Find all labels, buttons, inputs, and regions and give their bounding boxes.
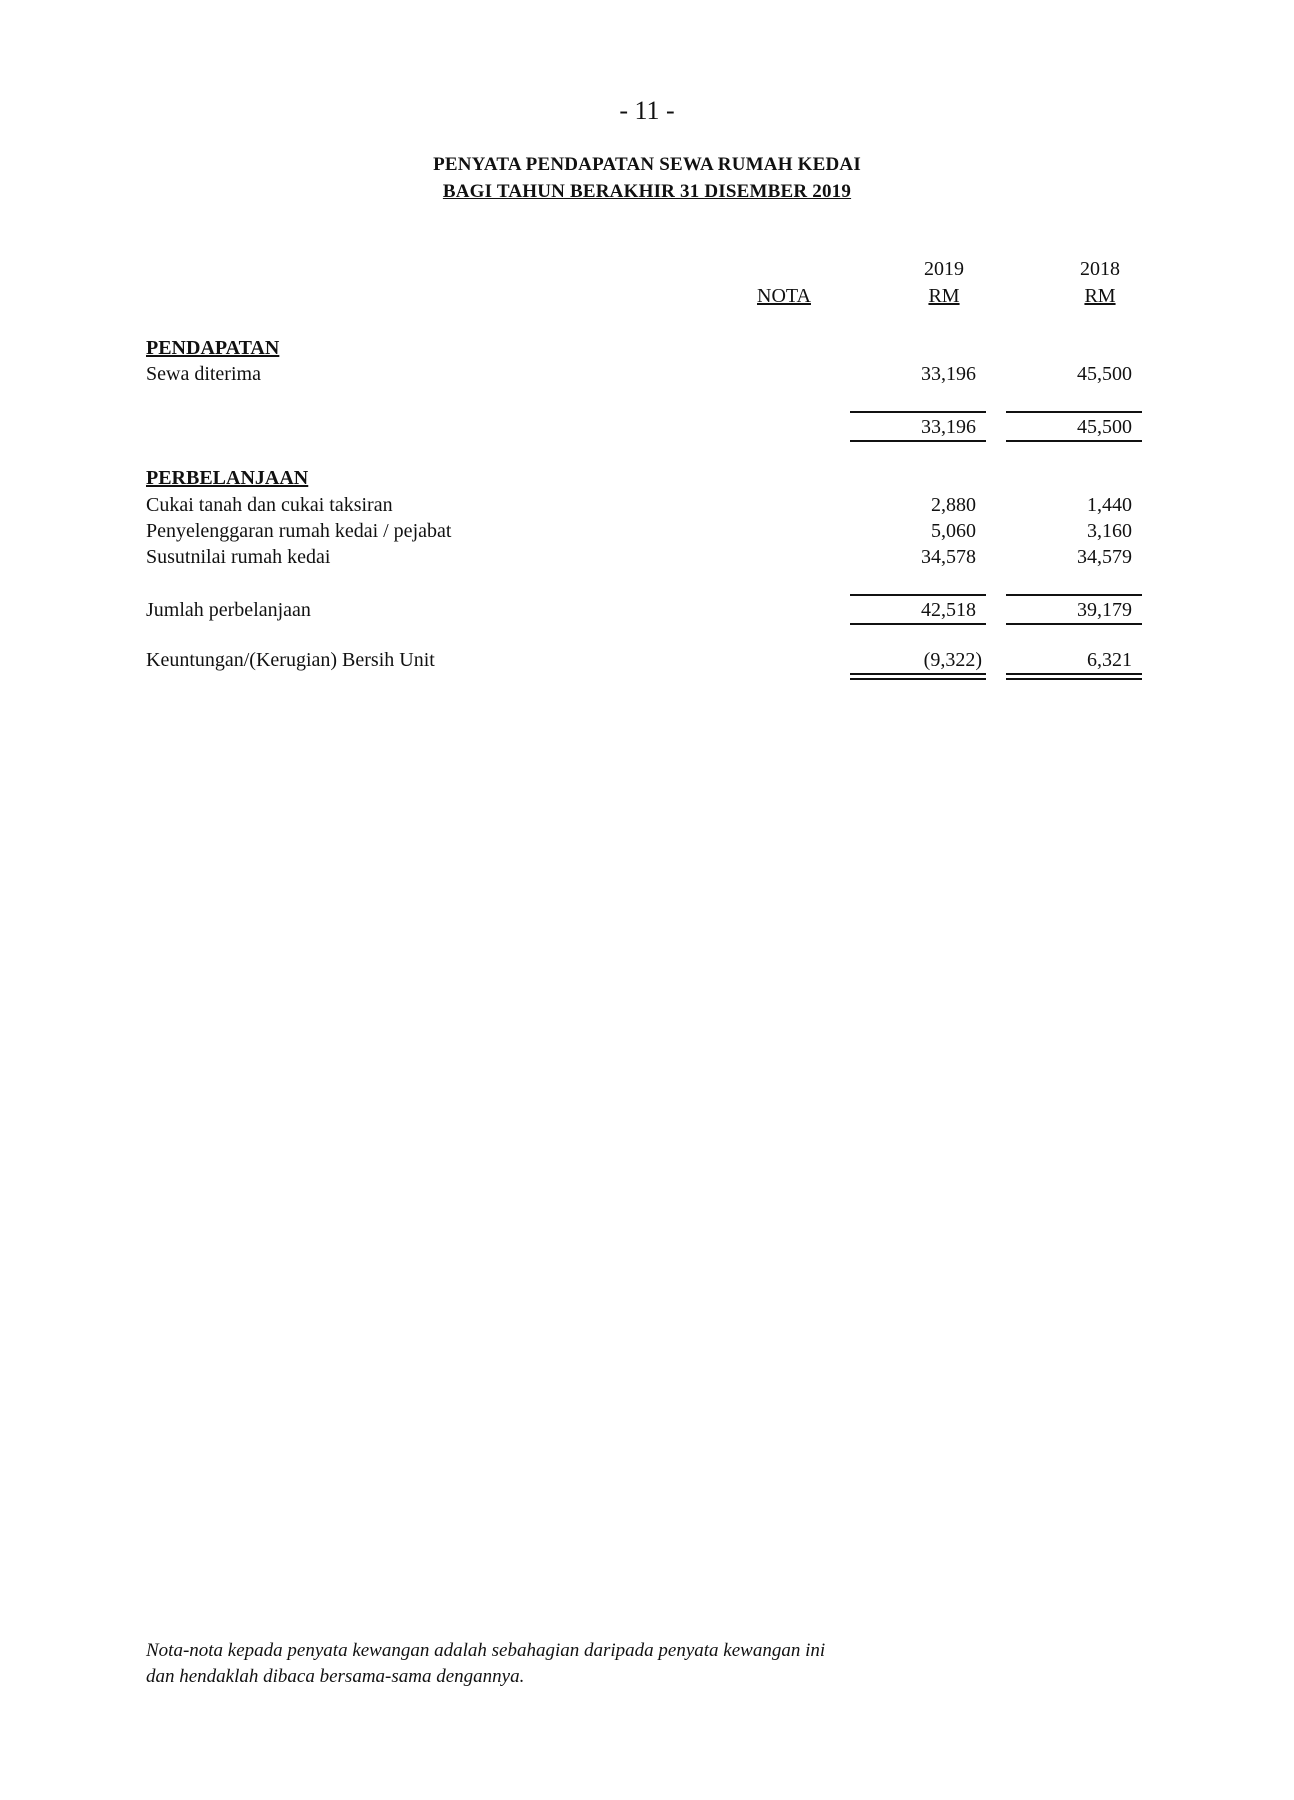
net-double-rule-2019 (850, 673, 986, 680)
net-result-2018: 6,321 (1087, 649, 1132, 671)
income-heading: PENDAPATAN (146, 337, 280, 359)
footer-note-line2: dan hendaklah dibaca bersama-sama dengannya. (146, 1666, 525, 1687)
expenses-subtotal-rule-2018 (1006, 594, 1142, 596)
income-total-2019: 33,196 (921, 416, 976, 438)
expense-row-2018: 34,579 (1077, 546, 1132, 568)
income-row-2019: 33,196 (921, 363, 976, 385)
expense-row-label: Penyelenggaran rumah kedai / pejabat (146, 520, 452, 542)
expense-row-label: Susutnilai rumah kedai (146, 546, 331, 568)
expense-row-2018: 3,160 (1087, 520, 1132, 542)
expenses-total-2019: 42,518 (921, 599, 976, 621)
page-number: - 11 - (619, 96, 675, 125)
nota-header: NOTA (757, 285, 811, 307)
expense-row-2019: 2,880 (931, 494, 976, 516)
footer-note-line1: Nota-nota kepada penyata kewangan adalah sebahagian daripada penyata kewangan ini (146, 1640, 826, 1661)
income-row-label: Sewa diterima (146, 363, 261, 385)
income-total-2018: 45,500 (1077, 416, 1132, 438)
income-total-rule-2018 (1006, 440, 1142, 442)
year-2018-header: 2018 (1080, 258, 1120, 280)
unit-2019-header: RM (928, 285, 960, 307)
expenses-subtotal-rule-2019 (850, 594, 986, 596)
unit-2018-header: RM (1084, 285, 1116, 307)
expenses-total-rule-2019 (850, 623, 986, 625)
income-row-2018: 45,500 (1077, 363, 1132, 385)
expenses-total-label: Jumlah perbelanjaan (146, 599, 311, 621)
expenses-total-2018: 39,179 (1077, 599, 1132, 621)
expense-row-label: Cukai tanah dan cukai taksiran (146, 494, 393, 516)
expense-row-2018: 1,440 (1087, 494, 1132, 516)
net-result-2019: (9,322) (923, 649, 982, 671)
income-subtotal-rule-2019 (850, 411, 986, 413)
statement-title: PENYATA PENDAPATAN SEWA RUMAH KEDAI (433, 154, 861, 175)
net-result-label: Keuntungan/(Kerugian) Bersih Unit (146, 649, 435, 671)
income-subtotal-rule-2018 (1006, 411, 1142, 413)
net-double-rule-2018 (1006, 673, 1142, 680)
expenses-total-rule-2018 (1006, 623, 1142, 625)
statement-period: BAGI TAHUN BERAKHIR 31 DISEMBER 2019 (442, 181, 852, 202)
expenses-heading: PERBELANJAAN (146, 467, 309, 489)
year-2019-header: 2019 (924, 258, 964, 280)
expense-row-2019: 34,578 (921, 546, 976, 568)
expense-row-2019: 5,060 (931, 520, 976, 542)
income-total-rule-2019 (850, 440, 986, 442)
